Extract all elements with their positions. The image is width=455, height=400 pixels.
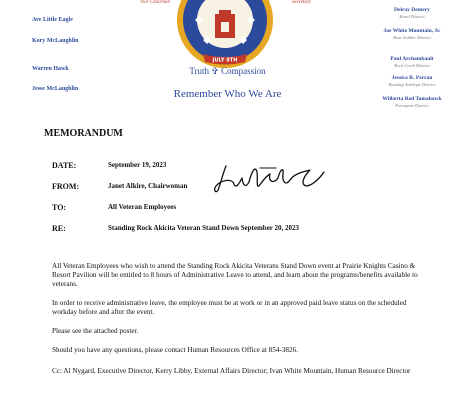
body-paragraph-4: Should you have any questions, please contact Human Resources Office at 854-3826. (52, 346, 298, 354)
date-value: September 19, 2023 (108, 161, 167, 169)
body-paragraph-1: All Veteran Employees who wish to attend the Standing Rock Akicita Veterans Stand Down event at Prairie Knights Casino & Resort Pavilion will be entitled to 8 hours of Administrative Leave to attend, and learn about the programs/benefits available to veterans. (52, 262, 418, 288)
vice-chairman-title: Vice Chairman (140, 0, 171, 5)
council-name: Joe White Mountain, Jr. (383, 28, 441, 34)
memo-title: MEMORANDUM (44, 128, 123, 139)
tribal-seal (175, 0, 275, 64)
seal-banner-text: JULY 8TH (212, 57, 238, 64)
right-council-2 (377, 28, 447, 40)
council-member-1: Ave Little Eagle (32, 17, 73, 23)
council-district: Porcupine District (395, 102, 429, 108)
cc-line: Cc: Al Nygard, Executive Director, Kerry Libby, External Affairs Director; Ivan White Mountain, Human Resource Director (52, 367, 411, 375)
council-district: Running Antelope District (388, 81, 436, 87)
date-label: DATE: (52, 161, 77, 170)
council-district: Bear Soldier District (393, 34, 431, 40)
council-member-3: Warren Hawk (32, 66, 69, 72)
council-name: Jessica R. Perrau (391, 75, 433, 81)
council-district: Kenel District (399, 13, 425, 19)
to-value: All Veteran Employees (108, 203, 177, 211)
from-label: FROM: (52, 182, 80, 191)
council-name: Paul Archambault (390, 56, 434, 62)
from-value: Janet Alkire, Chairwoman (108, 182, 188, 190)
body-paragraph-3: Please see the attached poster. (52, 327, 139, 335)
council-name: Delray Demery (394, 7, 430, 13)
council-name: Wilberta Red Tomahawk (382, 96, 442, 102)
to-label: TO: (52, 203, 67, 212)
council-member-2: Kory McLaughlin (32, 38, 79, 44)
signature (212, 160, 332, 198)
council-member-4: Jesse McLaughlin (32, 86, 79, 92)
re-value: Standing Rock Akicita Veteran Stand Down September 20, 2023 (108, 224, 300, 232)
motto: Truth ✞ Compassion (189, 66, 266, 76)
right-council-1 (377, 7, 447, 19)
slogan: Remember Who We Are (173, 88, 282, 100)
body-paragraph-2: In order to receive administrative leave, the employee must be at work or in an approved paid leave status on the scheduled workday before and after the event. (52, 299, 407, 316)
council-district: Rock Creek District (394, 62, 430, 68)
seal-icon (175, 0, 275, 70)
re-label: RE: (52, 224, 66, 233)
secretary-title: Secretary (292, 0, 311, 5)
